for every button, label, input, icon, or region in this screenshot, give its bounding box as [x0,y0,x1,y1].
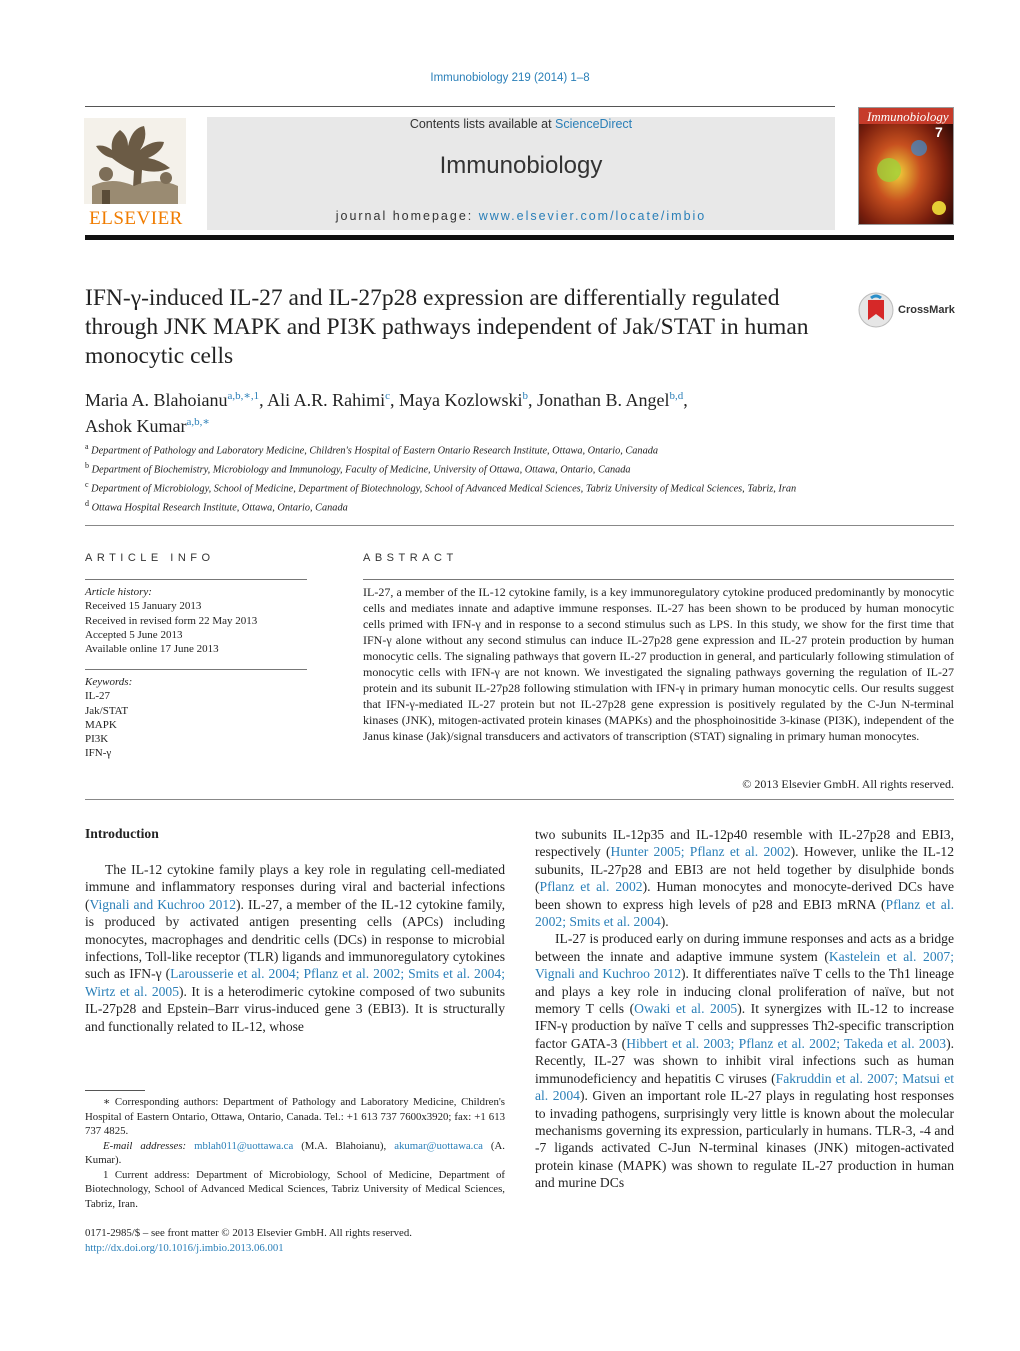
author-affiliation-marks[interactable]: b [522,390,528,402]
cover-title: Immunobiology [867,109,949,124]
affiliation-marker: d [85,498,89,508]
citation-link[interactable]: Hibbert et al. 2003; Pflanz et al. 2002; Takeda et al. 2003 [626,1035,947,1051]
article-history [85,585,307,656]
front-matter-text: 0171-2985/$ – see front matter © 2013 Elsevier GmbH. All rights reserved. [85,1227,412,1239]
body-text: ). Recently, IL-27 was shown to inhibit viral infections such as human immunodeficiency and hepatitis C viruses ( [535,1035,954,1086]
body-text: ). [660,914,669,930]
corresponding-author-note: ∗ Corresponding authors: Department of Pathology and Laboratory Medicine, Children's Hospital of Eastern Ontario, Ottawa, Ontario, Canada. Tel.: +1 613 737 7600x3920; fax: +1 613 737 4825. [85,1096,505,1137]
affiliation-text: Department of Biochemistry, Microbiology and Immunology, Faculty of Medicine, University of Ottawa, Ottawa, Ontario, Canada [89,464,631,476]
front-matter [85,1226,505,1255]
author-affiliation-marks[interactable]: b,d [669,390,684,402]
introduction-heading: Introduction [85,826,159,841]
cover-issue: 7 [935,124,943,140]
abstract-rule [363,579,954,580]
affiliations [85,440,815,516]
author-affiliation-marks[interactable]: c [385,390,391,402]
author-name: Ali A.R. Rahimi [267,390,386,410]
citation-link[interactable]: Kastelein et al. 2007; Vignali and Kuchroo 2012 [535,948,954,982]
body-text: The IL-12 cytokine family plays a key role in regulating cell-mediated immune and inflammatory responses during viral and bacterial infections ( [85,862,505,912]
affiliation-item [85,459,815,478]
crossmark-label[interactable]: CrossMark [898,304,955,316]
current-address-note: 1 Current address: Department of Microbiology, School of Medicine, Department of Biotechnology, School of Advanced Medical Sciences, Tabriz University of Medical Sciences, Tabriz, Iran. [85,1168,505,1210]
email-note [85,1139,505,1168]
keyword-item: IL-27 [85,690,111,703]
affiliation-text: Ottawa Hospital Research Institute, Ottawa, Ontario, Canada [89,502,348,514]
body-text: ). IL-27, a member of the IL-12 cytokine family, is produced by activated antigen presenting cells (APCs) including monocytes, macrophages and dendritic cells (DCs) in response to microbial infections, Toll-like receptor (TLR) ligands and immunoregulatory cytokines such as IFN-γ ( [85,896,505,982]
keyword-item: PI3K [85,733,109,746]
abstract-text: IL-27, a member of the IL-12 cytokine family, is a key immunoregulatory cytokine produced predominantly by monocytic cells and mediates innate and adaptive immune responses. IL-27 has been shown to be produced by human monocytic cells primed with IFN-γ and in response to a second stimulus such as LPS. In this study, we show for the first time that IFN-γ alone without any second stimulus can induce IL-27p28 gene expression and IL-27 protein production by human monocytic cells. The signaling pathways that govern IL-27 production in general, and particularly following stimulation of monocytic cells with IFN-γ are not known. We investigated the signaling pathways governing the regulation of IL-27 protein and its subunit IL-27p28 following stimulation with IFN-γ in primary human monocytic cells. Our results suggest that IFN-γ-mediated IL-27 protein but not IL-27p28 gene expression is positively regulated by the C-Jun N-terminal kinases (JNK), mitogen-activated protein kinases (MAPKs) and the phosphoinositide 3-kinase (PI3K), independent of the Janus kinase (Jak)/signal transducers and activators of transcription (STAT) signaling in primary human monocytes. [363,585,954,743]
history-item: Received 15 January 2013 [85,600,202,613]
author-name: Ashok Kumar [85,416,187,436]
journal-citation[interactable]: Immunobiology 219 (2014) 1–8 [430,72,590,84]
abstract-end-rule [85,799,954,800]
history-item: Accepted 5 June 2013 [85,628,183,641]
affiliation-item [85,478,815,497]
elsevier-wordmark: ELSEVIER [89,208,183,229]
author-name: Jonathan B. Angel [537,390,670,410]
history-list [85,599,307,656]
citation-link[interactable]: Pflanz et al. 2002 [539,879,643,895]
citation-link[interactable]: Hunter 2005; Pflanz et al. 2002 [610,844,791,860]
keywords-list [85,689,307,760]
homepage-link[interactable]: www.elsevier.com/locate/imbio [478,209,707,223]
citation-link[interactable]: Owaki et al. 2005 [634,1001,738,1017]
intro-paragraph-continued [535,826,954,930]
journal-cover-image[interactable] [858,107,954,225]
author-affiliation-marks[interactable]: a,b,∗,1 [227,390,260,402]
author-separator: , [528,390,537,410]
footnotes [85,1095,505,1211]
author-affiliation-marks[interactable]: a,b,∗ [186,416,210,428]
email-link-2[interactable]: akumar@uottawa.ca [394,1139,483,1152]
affiliation-marker: c [85,479,89,489]
affiliation-item [85,497,815,516]
footnote-rule [85,1090,145,1091]
intro-paragraph-2 [535,930,954,1191]
body-text: ). It synergizes with IL-12 to increase IFN-γ production by naïve T cells and suppresses Th2-specific transcription factor GATA-3 ( [535,1001,954,1051]
history-item: Available online 17 June 2013 [85,643,219,656]
keyword-item: Jak/STAT [85,704,129,717]
affiliation-marker: b [85,460,89,470]
keywords-label: Keywords: [85,676,133,688]
affiliation-text: Department of Pathology and Laboratory Medicine, Children's Hospital of Eastern Ontario Research Institute, Ottawa, Ontario, Canada [88,445,659,457]
article-title: IFN-γ-induced IL-27 and IL-27p28 expression are differentially regulated through JNK MAPK and PI3K pathways independent of Jak/STAT in human monocytic cells [85,285,809,369]
abstract-copyright: © 2013 Elsevier GmbH. All rights reserved. [742,777,954,791]
body-text: two subunits IL-12p35 and IL-12p40 resemble with IL-27p28 and EBI3, respectively ( [535,827,954,860]
author-name: Maya Kozlowski [399,390,523,410]
body-text: ). However, unlike the IL-12 subunits, IL-27p28 and EBI3 are not held together by disulphide bonds ( [535,844,954,895]
body-text: ). It differentiates naïve T cells to the Th1 lineage and plays a key role in inducing clonal proliferation of naïve, but not memory T cells ( [535,966,954,1017]
article-info-rule [85,579,307,580]
keywords-rule [85,669,307,670]
homepage-prefix: journal homepage: [335,209,479,223]
email-name-2: (A. Kumar). [85,1139,506,1166]
history-label: Article history: [85,586,152,598]
body-text: ). Given an important role IL-27 plays in regulating host responses to invading pathogens, surprisingly very little is known about the molecular mechanisms governing its expression, particularly in humans. TLR-3, -4 and -7 ligands activated C-Jun N-terminal kinases (JNK) mitogen-activated protein kinase (MAPK) was shown to regulate IL-27 production in human and murine DCs [535,1088,955,1191]
body-text: ). Human monocytes and monocyte-derived DCs have been shown to express high levels of p28 and EBI3 mRNA ( [535,879,954,912]
affiliation-text: Department of Microbiology, School of Medicine, Department of Biotechnology, School of Advanced Medical Sciences, Tabriz University of Medical Sciences, Tabriz, Iran [88,483,797,495]
header-thick-rule [85,235,954,240]
contents-prefix: Contents lists available at [409,117,556,131]
citation-link[interactable]: Larousserie et al. 2004; Pflanz et al. 2002; Smits et al. 2004; Wirtz et al. 2005 [85,966,505,999]
affiliation-marker: a [85,442,89,451]
abstract-heading: ABSTRACT [363,552,458,564]
history-item: Received in revised form 22 May 2013 [85,614,258,627]
homepage-line [207,209,835,223]
keyword-item: IFN-γ [85,747,112,760]
author-name: Maria A. Blahoianu [85,390,228,410]
contents-line [207,117,835,131]
author-separator: , [390,390,400,410]
article-info-heading: ARTICLE INFO [85,552,215,564]
intro-column-right [535,826,954,1192]
keywords [85,675,307,761]
citation-link[interactable]: Pflanz et al. 2002; Smits et al. 2004 [535,896,954,930]
keyword-item: MAPK [85,718,117,731]
email-name-1: (M.A. Blahoianu), [293,1139,387,1152]
sciencedirect-link[interactable]: ScienceDirect [555,117,633,131]
header-rule [85,106,835,107]
citation-link[interactable]: Vignali and Kuchroo 2012 [89,896,237,912]
author-list [85,385,945,437]
email-label: E-mail addresses: [103,1139,187,1152]
journal-name: Immunobiology [439,152,603,179]
author-separator: , [259,390,268,410]
section-rule [85,525,954,526]
citation-link[interactable]: Fakruddin et al. 2007; Matsui et al. 2004 [535,1070,954,1104]
affiliation-item [85,440,815,459]
doi-link[interactable]: http://dx.doi.org/10.1016/j.imbio.2013.06.001 [85,1241,284,1254]
body-text: IL-27 is produced early on during immune responses and acts as a bridge between the innate and adaptive immune system ( [535,931,954,964]
author-separator: , [683,390,688,410]
body-text: ). It is a heterodimeric cytokine composed of two subunits IL-27p28 and Epstein–Barr virus-induced gene 3 (EBI3). It is structurally and functionally related to IL-12, whose [85,983,505,1034]
email-link-1[interactable]: mblah011@uottawa.ca [194,1139,294,1152]
intro-column-left [85,861,505,1035]
